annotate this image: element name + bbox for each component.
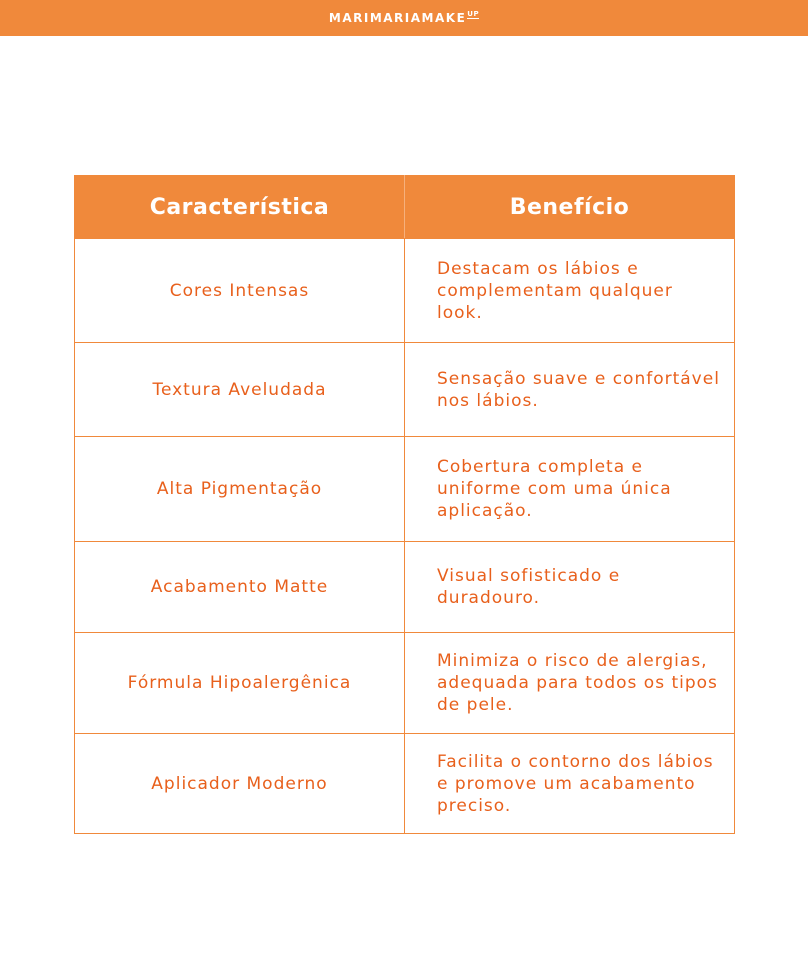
column-header-benefit: Benefício bbox=[405, 176, 735, 239]
benefit-cell: Visual sofisticado e duradouro. bbox=[405, 542, 735, 633]
feature-cell: Fórmula Hipoalergênica bbox=[75, 633, 405, 734]
brand-logo bbox=[329, 11, 479, 25]
table-row bbox=[75, 239, 735, 343]
feature-cell: Alta Pigmentação bbox=[75, 437, 405, 542]
table-row bbox=[75, 542, 735, 633]
benefit-cell: Destacam os lábios e complementam qualquer look. bbox=[405, 239, 735, 343]
features-benefits-table bbox=[74, 175, 735, 834]
brand-name: MARIMARIAMAKE bbox=[328, 11, 467, 25]
feature-cell: Acabamento Matte bbox=[75, 542, 405, 633]
column-header-feature: Característica bbox=[75, 176, 405, 239]
brand-superscript: UP bbox=[467, 10, 480, 18]
feature-cell: Textura Aveludada bbox=[75, 343, 405, 437]
benefit-cell: Minimiza o risco de alergias, adequada para todos os tipos de pele. bbox=[405, 633, 735, 734]
benefit-cell: Facilita o contorno dos lábios e promove um acabamento preciso. bbox=[405, 734, 735, 834]
table-header-row bbox=[75, 176, 735, 239]
benefit-cell: Sensação suave e confortável nos lábios. bbox=[405, 343, 735, 437]
table-row bbox=[75, 437, 735, 542]
table-row bbox=[75, 633, 735, 734]
brand-header-bar bbox=[0, 0, 808, 36]
benefit-cell: Cobertura completa e uniforme com uma única aplicação. bbox=[405, 437, 735, 542]
feature-cell: Aplicador Moderno bbox=[75, 734, 405, 834]
feature-cell: Cores Intensas bbox=[75, 239, 405, 343]
table-row bbox=[75, 734, 735, 834]
table-row bbox=[75, 343, 735, 437]
